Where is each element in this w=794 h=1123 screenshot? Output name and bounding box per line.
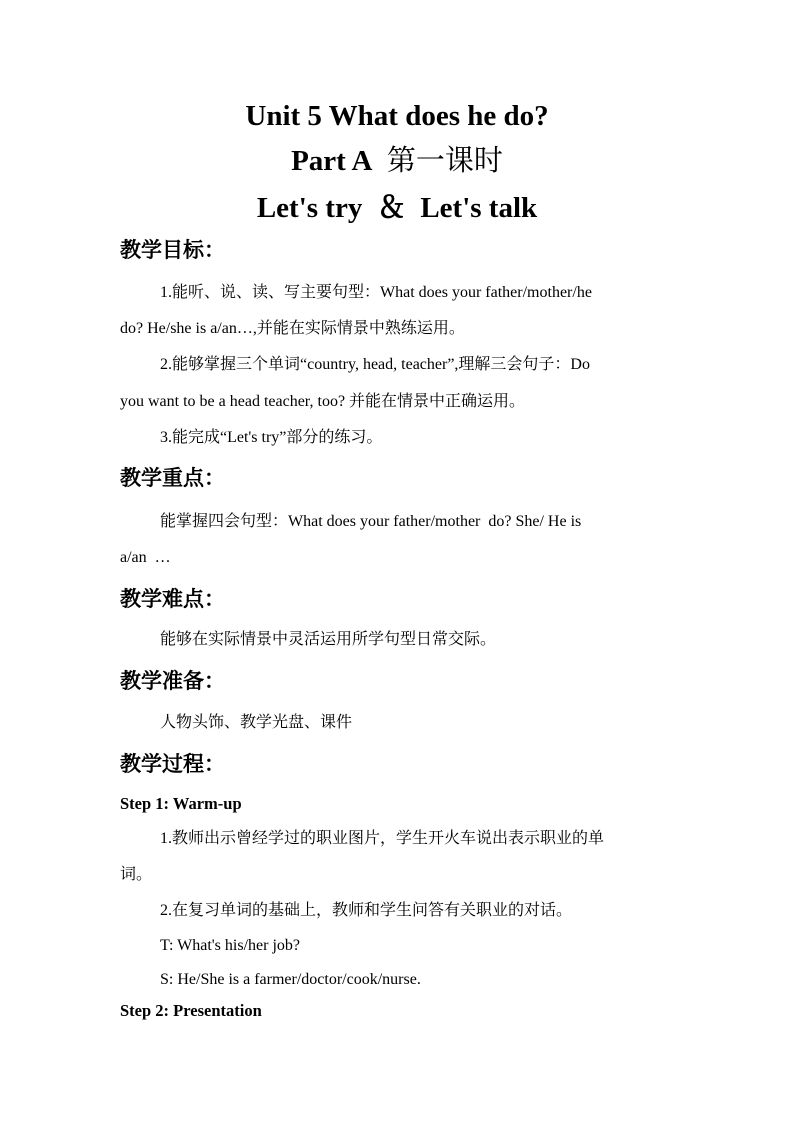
key-point-line: 能掌握四会句型：What does your father/mother do? She/ He is	[160, 513, 582, 530]
preparation-heading: 教学准备：	[120, 669, 225, 693]
key-point-line: a/an …	[120, 549, 171, 566]
part-title	[0, 143, 794, 177]
lesson-title: Let's try ＆ Let's talk	[256, 192, 538, 224]
preparation-line: 人物头饰、教学光盘、课件	[160, 714, 353, 731]
objective-line: do? He/she is a/an…,并能在实际情景中熟练运用。	[120, 320, 465, 337]
part-title-cn: 第一课时	[386, 143, 503, 177]
unit-title: Unit 5 What does he do?	[245, 100, 549, 132]
objectives-heading: 教学目标：	[120, 238, 225, 262]
key-points-heading: 教学重点：	[120, 466, 225, 490]
objective-line: 3.能完成“Let's try”部分的练习。	[160, 429, 383, 446]
step1-line: 2.在复习单词的基础上，教师和学生问答有关职业的对话。	[160, 902, 573, 919]
difficulty-line: 能够在实际情景中灵活运用所学句型日常交际。	[160, 631, 497, 648]
step2-title: Step 2: Presentation	[120, 1001, 262, 1020]
step1-title: Step 1: Warm-up	[120, 794, 242, 813]
difficulties-heading: 教学难点：	[120, 587, 225, 611]
objective-line: you want to be a head teacher, too? 并能在情景中正确运用。	[120, 393, 526, 410]
objective-line: 2.能够掌握三个单词“country, head, teacher”,理解三会句子：Do	[160, 356, 590, 373]
step1-line: 词。	[120, 866, 153, 883]
part-title-en: Part A	[291, 145, 373, 177]
step1-line: T: What's his/her job?	[160, 937, 300, 954]
objective-line: 1.能听、说、读、写主要句型：What does your father/mother/he	[160, 284, 592, 301]
process-heading: 教学过程：	[120, 752, 225, 776]
step1-line: 1.教师出示曾经学过的职业图片，学生开火车说出表示职业的单	[160, 830, 605, 847]
step1-line: S: He/She is a farmer/doctor/cook/nurse.	[160, 971, 421, 988]
